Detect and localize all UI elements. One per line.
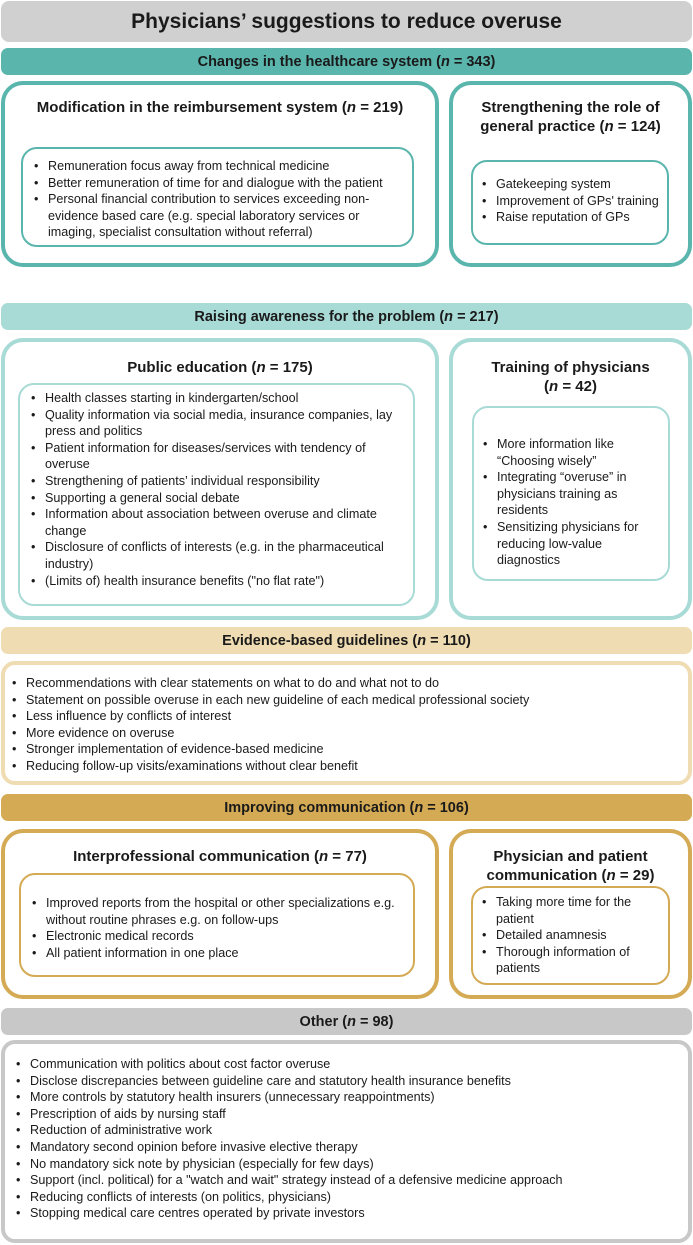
box-general-practice-list — [471, 160, 669, 245]
list-item: • Stronger implementation of evidence-based medicine — [9, 741, 680, 758]
n-symbol: n — [604, 118, 614, 135]
list-item: • Statement on possible overuse in each new guideline of each medical professional society — [9, 692, 680, 709]
section-awareness-label: Raising awareness for the problem — [194, 308, 436, 325]
section-awareness-header: Raising awareness for the problem ( n = 217 ) — [1, 303, 692, 330]
section-guidelines-n: = 110 — [430, 632, 466, 649]
list-item: • All patient information in one place — [29, 945, 405, 962]
list-item: • Improved reports from the hospital or other specializations e.g. without routine phrases e.g. on follow-ups — [29, 895, 405, 928]
box-other — [1, 1040, 692, 1243]
box-general-practice-title: Strengthening the role of general practice (n = 124) — [480, 99, 661, 135]
list-item: • Less influence by conflicts of interest — [9, 708, 680, 725]
list-item: • Stopping medical care centres operated by private investors — [13, 1205, 680, 1222]
box-reimbursement-list — [21, 147, 414, 247]
section-guidelines-header: Evidence-based guidelines ( n = 110 ) — [1, 627, 692, 654]
n-symbol: n — [347, 1013, 356, 1030]
list-item: • Supporting a general social debate — [28, 490, 405, 507]
section-healthcare-label: Changes in the healthcare system — [197, 53, 433, 70]
list-item: • Strengthening of patients’ individual responsibility — [28, 473, 405, 490]
list-item: • Health classes starting in kindergarten/school — [28, 390, 405, 407]
n-symbol: n — [444, 308, 454, 325]
list-item: • Better remuneration of time for and dialogue with the patient — [31, 175, 404, 192]
list-item: • Recommendations with clear statements on what to do and what not to do — [9, 675, 680, 692]
reimbursement-items — [31, 158, 404, 241]
box-physician-patient-label: Physician and patient communication — [486, 848, 648, 884]
interprofessional-items — [29, 895, 405, 961]
list-item: • Quality information via social media, insurance companies, lay press and politics — [28, 407, 405, 440]
public-education-items — [28, 390, 405, 589]
list-item: • Information about association between overuse and climate change — [28, 506, 405, 539]
box-physician-patient-list — [471, 886, 670, 985]
list-item: • Reducing follow-up visits/examinations without clear benefit — [9, 758, 680, 775]
physician-patient-items — [479, 894, 662, 977]
box-public-education-n: = 175 — [269, 359, 308, 376]
general-practice-items — [479, 176, 661, 226]
list-item: • Patient information for diseases/services with tendency of overuse — [28, 440, 405, 473]
section-communication-header: Improving communication ( n = 106 ) — [1, 794, 692, 821]
section-communication-label: Improving communication — [224, 799, 406, 816]
list-item: • Reducing conflicts of interests (on politics, physicians) — [13, 1189, 680, 1206]
list-item: • Remuneration focus away from technical medicine — [31, 158, 404, 175]
list-item: • More information like “Choosing wisely” — [480, 436, 662, 469]
box-public-education-title: Public education (n = 175) — [127, 359, 313, 376]
box-interprofessional-n: = 77 — [332, 848, 362, 865]
n-symbol: n — [417, 632, 427, 649]
n-symbol: n — [549, 378, 559, 395]
list-item: • (Limits of) health insurance benefits ("no flat rate") — [28, 573, 405, 590]
list-item: • Communication with politics about cost factor overuse — [13, 1056, 680, 1073]
box-public-education-label: Public education — [127, 359, 248, 376]
other-items — [13, 1056, 680, 1222]
box-interprofessional-label: Interprofessional communication — [73, 848, 310, 865]
list-item: • More controls by statutory health insurers (unnecessary reappointments) — [13, 1089, 680, 1106]
list-item: • Integrating “overuse” in physicians training as residents — [480, 469, 662, 519]
list-item: • Reduction of administrative work — [13, 1122, 680, 1139]
n-symbol: n — [256, 359, 266, 376]
section-other-header: Other ( n = 98 ) — [1, 1008, 692, 1035]
box-physician-patient-n: = 29 — [619, 867, 650, 884]
box-training-list — [472, 406, 670, 581]
n-symbol: n — [318, 848, 329, 865]
list-item: • Mandatory second opinion before invasive elective therapy — [13, 1139, 680, 1156]
section-healthcare-header: Changes in the healthcare system ( n = 343 ) — [1, 48, 692, 75]
list-item: • Sensitizing physicians for reducing low-value diagnostics — [480, 519, 662, 569]
n-symbol: n — [606, 867, 616, 884]
box-reimbursement-title: Modification in the reimbursement system (n = 219) — [36, 99, 404, 116]
box-guidelines — [1, 661, 692, 785]
list-item: • Taking more time for the patient — [479, 894, 662, 927]
box-training-label: Training of physicians — [491, 359, 650, 376]
list-item: • Raise reputation of GPs — [479, 209, 661, 226]
box-public-education-list — [18, 383, 415, 606]
list-item: • Disclosure of conflicts of interests (e.g. in the pharmaceutical industry) — [28, 539, 405, 572]
list-item: • Detailed anamnesis — [479, 927, 662, 944]
n-symbol: n — [346, 99, 357, 116]
section-communication-n: = 106 — [427, 799, 464, 816]
section-other-label: Other — [299, 1013, 339, 1030]
box-training-title: Training of physicians (n = 42) — [491, 359, 650, 395]
box-interprofessional-title: Interprofessional communication (n = 77) — [73, 848, 367, 865]
list-item: • Prescription of aids by nursing staff — [13, 1106, 680, 1123]
box-interprofessional-list — [19, 873, 415, 977]
training-items — [480, 436, 662, 569]
guidelines-items — [9, 675, 680, 775]
list-item: • No mandatory sick note by physician (especially for few days) — [13, 1156, 680, 1173]
box-reimbursement-n: = 219 — [360, 99, 399, 116]
list-item: • Thorough information of patients — [479, 944, 662, 977]
n-symbol: n — [440, 53, 450, 70]
page-title — [1, 1, 692, 42]
page-title-text: Physicians’ suggestions to reduce overuse — [131, 9, 562, 33]
list-item: • Electronic medical records — [29, 928, 405, 945]
list-item: • Gatekeeping system — [479, 176, 661, 193]
section-awareness-n: = 217 — [457, 308, 494, 325]
section-other-n: = 98 — [359, 1013, 389, 1030]
list-item: • Improvement of GPs' training — [479, 193, 661, 210]
box-reimbursement-label: Modification in the reimbursement system — [36, 99, 338, 116]
section-guidelines-label: Evidence-based guidelines — [222, 632, 409, 649]
list-item: • Personal financial contribution to services exceeding non-evidence based care (e.g. special laboratory services or imaging, specialist consultation without referral) — [31, 191, 404, 241]
list-item: • Disclose discrepancies between guideline care and statutory health insurance benefits — [13, 1073, 680, 1090]
box-general-practice-label: Strengthening the role of general practice — [480, 99, 660, 135]
section-healthcare-n: = 343 — [453, 53, 491, 70]
list-item: • More evidence on overuse — [9, 725, 680, 742]
n-symbol: n — [414, 799, 424, 816]
list-item: • Support (incl. political) for a "watch and wait" strategy instead of a defensive medicine approach — [13, 1172, 680, 1189]
box-physician-patient-title: Physician and patient communication (n = 29) — [486, 848, 655, 884]
box-general-practice-n: = 124 — [617, 118, 656, 135]
box-training-n: = 42 — [562, 378, 592, 395]
